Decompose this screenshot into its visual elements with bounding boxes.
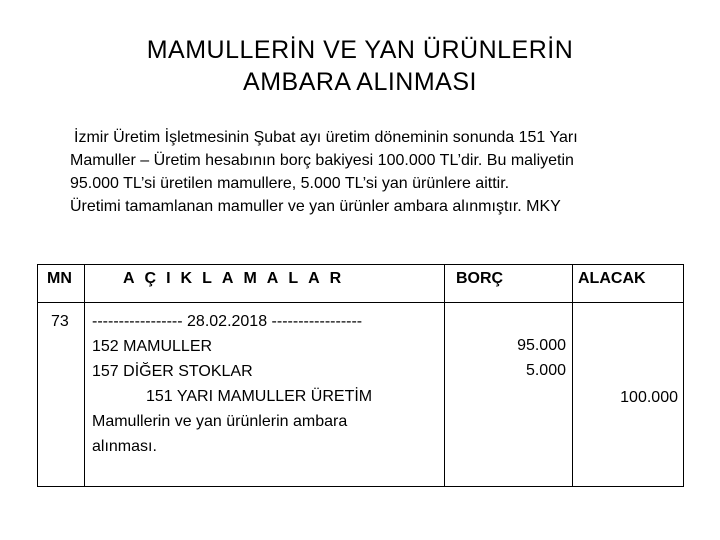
header-mn: MN — [47, 270, 72, 287]
entry-description — [92, 309, 372, 459]
column-divider — [84, 265, 85, 486]
borc-amount: 5.000 — [525, 362, 566, 379]
column-divider — [572, 265, 573, 486]
header-borc: BORÇ — [456, 270, 504, 287]
header-description: AÇIKLAMALAR — [123, 270, 352, 287]
column-divider — [444, 265, 445, 486]
title-line-2: AMBARA ALINMASI — [243, 68, 477, 96]
intro-line: Üretimi tamamlanan mamuller ve yan ürünler ambara alınmıştır. MKY — [70, 198, 561, 215]
credit-account: 151 YARI MAMULLER ÜRETİM — [146, 388, 373, 405]
alacak-amount: 100.000 — [620, 389, 678, 406]
entry-explanation: Mamullerin ve yan ürünlerin ambara — [92, 413, 348, 430]
title-line-1: MAMULLERİN VE YAN ÜRÜNLERİN — [146, 36, 574, 64]
header-alacak: ALACAK — [578, 270, 646, 287]
journal-table — [37, 264, 684, 487]
entry-date-line: ----------------- 28.02.2018 ----------------- — [92, 313, 363, 330]
intro-line: İzmir Üretim İşletmesinin Şubat ayı üretim döneminin sonunda 151 Yarı — [74, 129, 578, 146]
intro-line: 95.000 TL’si üretilen mamullere, 5.000 TL’si yan ürünlere aittir. — [70, 175, 510, 192]
page-title — [0, 34, 720, 98]
entry-number: 73 — [51, 313, 69, 330]
entry-explanation: alınması. — [92, 438, 157, 455]
intro-paragraph — [70, 126, 670, 218]
borc-amounts — [478, 333, 566, 383]
debit-account: 157 DİĞER STOKLAR — [92, 363, 253, 380]
header-divider — [38, 302, 683, 303]
debit-account: 152 MAMULLER — [92, 338, 213, 355]
borc-amount: 95.000 — [517, 337, 566, 354]
intro-line: Mamuller – Üretim hesabının borç bakiyesi 100.000 TL’dir. Bu maliyetin — [70, 152, 574, 169]
